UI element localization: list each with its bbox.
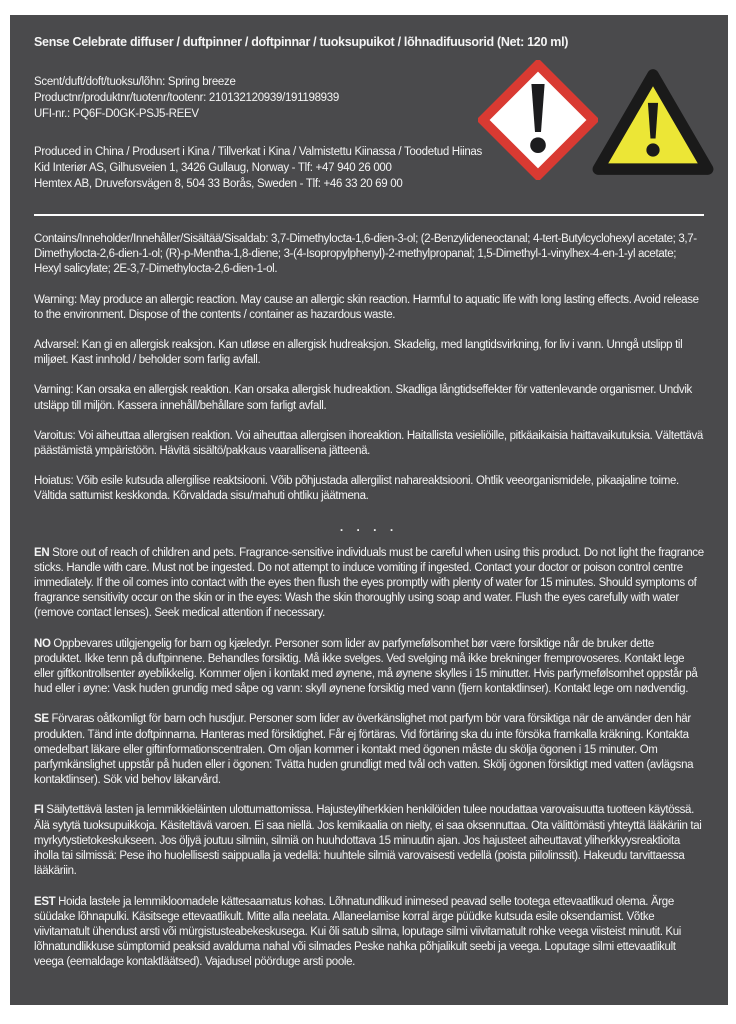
instructions-english-text: Store out of reach of children and pets. Fragrance-sensitive individuals must be careful when using this product. Do not light the fragrance sticks. Handle with care. Must not be ingested. Do not attempt to induce vomiting if ingested. Contact your doctor or poison control centre immediately. If the oil comes into contact with the eyes then flush the eyes promptly with plenty of water for 15 minutes. Should symptoms of fragrance sensitivity occur on the skin or in the eyes: Wash the skin thoroughly using soap and water. Flush the eyes carefully with water (remove contact lenses). Seek medical attention if necessary.	[34, 546, 704, 620]
instructions-estonian	[34, 895, 704, 971]
instructions-norwegian-text: Oppbevares utilgjengelig for barn og kjæledyr. Personer som lider av parfymefølsomhet bør være forsiktige når de bruker dette produktet. Ikke tenn på duftpinnene. Behandles forsiktig. Må ikke svelges. Ved svelging må ikke brekninger fremprovoseres. Kontakt lege eller giftkontrollsenter øyeblikkelig. Kommer oljen i kontakt med øynene, må øynene skylles i 15 minutter. Hvis parfymefølsomhet oppstår på hud eller i øyne: Vask huden grundig med såpe og vann: skyll øynene forsiktig med vann (fjern kontaktlinser). Kontakt lege om nødvendig.	[34, 637, 698, 696]
label-content	[10, 15, 728, 1005]
instructions-swedish	[34, 712, 704, 788]
ufi-number-line: UFI-nr.: PQ6F-D0GK-PSJ5-REEV	[34, 108, 199, 120]
instructions-english	[34, 546, 704, 622]
hazard-warning-english: Warning: May produce an allergic reaction. May cause an allergic skin reaction. Harmful to aquatic life with long lasting effects. Avoid release to the environment. Dispose of the contents / container as hazardous waste.	[34, 293, 699, 321]
scent-line: Scent/duft/doft/tuoksu/lõhn: Spring breeze	[34, 76, 236, 88]
hazard-warning-estonian: Hoiatus: Võib esile kutsuda allergilise reaktsiooni. Võib põhjustada allergilist nahareaktsiooni. Ohtlik veeorganismidele, pikaajaline toime. Vältida sattumist keskkonda. Kõrvaldada sisu/mahuti ohtliku jäätmena.	[34, 475, 679, 503]
language-code-se: SE	[34, 713, 49, 726]
section-divider	[34, 214, 704, 216]
label-panel	[10, 15, 728, 1005]
language-code-no: NO	[34, 637, 51, 650]
dots-separator: . . . .	[339, 519, 399, 534]
hazard-warning-finnish: Varoitus: Voi aiheuttaa allergisen reaktion. Voi aiheuttaa allergisen ihoreaktion. Haitallista vesieliöille, pitkäaikaisia haittavaikutuksia. Vältettävä päästämistä ympäristöön. Hävitä sisältö/pakkaus vaarallisena jätteenä.	[34, 429, 703, 458]
warning-triangle-icon	[588, 66, 718, 178]
language-code-est: EST	[34, 895, 56, 908]
instructions-finnish-text: Säilytettävä lasten ja lemmikkieläinten ulottumattomissa. Hajusteyliherkkien henkilöiden tulee noudattaa varovaisuutta tuotteen käytössä. Älä sytytä tuoksupuikkoja. Käsiteltävä varoen. Ei saa niellä. Jos kemikaalia on nielty, ei saa oksennuttaa. Ota välittömästi yhteyttä lääkäriin tai myrkytystietokeskukseen. Jos öljyä joutuu silmiin, silmiä on huuhdottava 15 minuutin ajan. Jos hajusteet aiheuttavat yliherkkyysreaktioita iholla tai silmissä: Pese iho huolellisesti saippualla ja vedellä: huuhtele silmiä varovaisesti vedellä (poista piilolinssit). Hakeudu tarvittaessa lääkäriin.	[34, 804, 702, 878]
instructions-finnish	[34, 803, 704, 879]
hazard-warning-norwegian: Advarsel: Kan gi en allergisk reaksjon. Kan utløse en allergisk hudreaksjon. Skadelig, med langtidsvirkning, for liv i vann. Unngå utslipp til miljøet. Kast innhold / beholder som farlig avfall.	[34, 339, 683, 367]
distributor-norway-line: Kid Interiør AS, Gilhusveien 1, 3426 Gullaug, Norway - Tlf: +47 940 26 000	[34, 162, 392, 174]
product-title: Sense Celebrate diffuser / duftpinner / doftpinnar / tuoksupuikot / lõhnadifuusorid (Net: 120 ml)	[34, 35, 569, 49]
language-code-fi: FI	[34, 804, 44, 817]
distributor-sweden-line: Hemtex AB, Druveforsvägen 8, 504 33 Borås, Sweden - Tlf: +46 33 20 69 00	[34, 178, 403, 190]
instructions-estonian-text: Hoida lastele ja lemmikloomadele kättesaamatus kohas. Lõhnatundlikud inimesed peavad selle tootega ettevaatlikud olema. Ärge süüdake lõhnapulki. Käsitsege ettevaatlikult. Mitte alla neelata. Allaneelamise korral ärge püüdke kutsuda esile oksendamist. Võtke viivitamatult ühendust arsti või mürgistusteabekeskusega. Kui õli satub silma, loputage silmi viivitamatult rohke veega viisteist minutit. Kui lõhnatundlikkuse sümptomid peaksid avalduma nahal või silmades Peske nahka põhjalikult seebi ja veega. Loputage silmi ettevaatlikult veega (eemaldage kontaktläätsed). Vajadusel pöörduge arsti poole.	[34, 895, 682, 969]
produced-in-line: Produced in China / Produsert i Kina / Tillverkat i Kina / Valmistettu Kiinassa / Toodetud Hiinas	[34, 146, 482, 158]
instructions-swedish-text: Förvaras oåtkomligt för barn och husdjur. Personer som lider av överkänslighet mot parfym bör vara försiktiga när de använder den här produkten. Tänd inte doftpinnarna. Hanteras med försiktighet. Får ej förtäras. Vid förtäring ska du inte försöka framkalla kräkning. Kontakta omedelbart läkare eller giftinformationscentralen. Om oljan kommer i kontakt med ögonen måste du skölja ögonen i 15 minuter. Om parfymkänslighet uppstår på huden eller i ögonen: Tvätta huden grundligt med tvål och vatten. Skölj ögonen försiktigt med vatten (avlägsna kontaktlinser). Sök vid behov läkarvård.	[34, 713, 694, 787]
instructions-norwegian	[34, 637, 704, 698]
ingredients-paragraph: Contains/Inneholder/Innehåller/Sisältää/Sisaldab: 3,7-Dimethylocta-1,6-dien-3-ol; (2-Benzylideneoctanal; 4-tert-Butylcyclohexyl acetate; 3,7-Dimethylocta-2,6-dien-1-ol; (R)-p-Mentha-1,8-diene; 3-(4-Isopropylphenyl)-2-methylpropanal; 1,5-Dimethyl-1-vinylhex-4-en-1-yl acetate; Hexyl salicylate; 2E-3,7-Dimethylocta-2,6-dien-1-ol.	[34, 233, 697, 276]
hazard-warning-swedish: Varning: Kan orsaka en allergisk reaktion. Kan orsaka allergisk hudreaktion. Skadliga långtidseffekter för vattenlevande organismer. Undvik utsläpp till miljön. Kassera innehåll/behållare som farligt avfall.	[34, 384, 692, 412]
hazard-pictograms	[478, 60, 718, 185]
product-number-line: Productnr/produktnr/tuotenr/tootenr: 210132120939/191198939	[34, 92, 339, 104]
ghs-exclamation-pictogram-icon	[478, 60, 598, 180]
language-code-en: EN	[34, 546, 50, 559]
